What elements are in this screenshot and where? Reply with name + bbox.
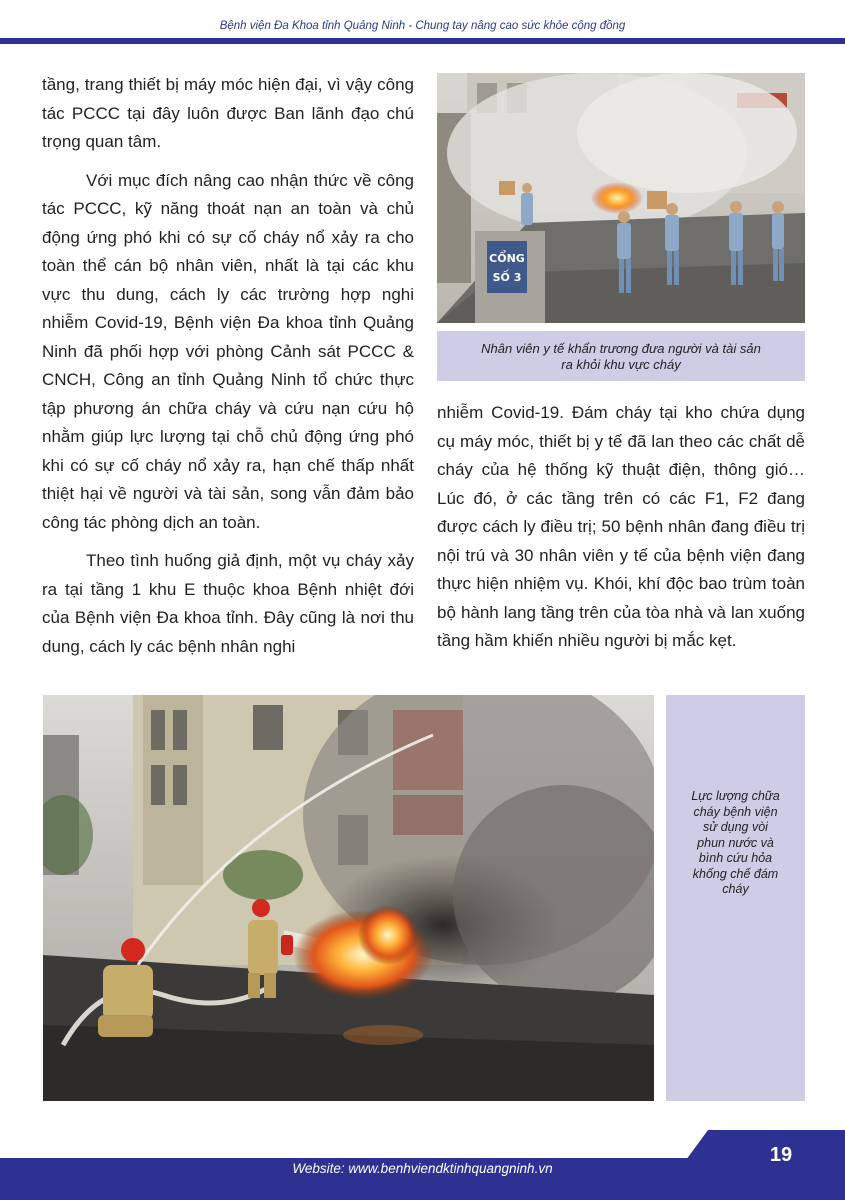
- paragraph-3: Theo tình huống giả định, một vụ cháy xảy ra tại tầng 1 khu E thuộc khoa Bệnh nhiệt đới của Bệnh viện Đa khoa tỉnh. Đây cũng là nơi thu dung, cách ly các bệnh nhân nghi: [42, 551, 414, 656]
- photo-firefighting-caption: [666, 695, 805, 1101]
- article-left-column: [42, 71, 414, 661]
- article-right-column: [437, 399, 805, 656]
- paragraph-2: Với mục đích nâng cao nhận thức về công tác PCCC, kỹ năng thoát nạn an toàn và chủ động ứng phó khi có sự cố cháy nổ xảy ra cho toàn thể cán bộ nhân viên, nhất là tại các khu vực thu dung, cách ly các trường hợp nghi nhiễm Covid-19, Bệnh viện Đa khoa tỉnh Quảng Ninh đã phối hợp với phòng Cảnh sát PCCC & CNCH, Công an tỉnh Quảng Ninh tổ chức thực tập phương án chữa cháy và cứu nạn cứu hộ nhằm giúp lực lượng tại chỗ chủ động ứng phó khi có sự cố cháy nổ xảy ra, hạn chế thấp nhất thiệt hại về người và tài sản, song vẫn đảm bảo công tác phòng dịch an toàn.: [42, 170, 414, 532]
- header-rule: [0, 38, 845, 44]
- page-number: 19: [769, 1144, 793, 1166]
- photo-evacuation: [437, 73, 805, 323]
- paragraph-1: tầng, trang thiết bị máy móc hiện đại, vì vậy công tác PCCC tại đây luôn được Ban lãnh đạo chú trọng quan tâm.: [42, 75, 414, 151]
- gate-sign-line1: CỔNG: [489, 252, 525, 265]
- caption-line-2: ra khỏi khu vực cháy: [561, 357, 681, 372]
- caption-line-1: Nhân viên y tế khẩn trương đưa người và tài sản: [481, 341, 761, 356]
- photo-evacuation-caption: [437, 331, 805, 381]
- paragraph-4: nhiễm Covid-19. Đám cháy tại kho chứa dụng cụ máy móc, thiết bị y tế đã lan theo các chất dễ cháy của hệ thống kỹ thuật điện, thông gió… Lúc đó, ở các tầng trên có các F1, F2 đang được cách ly điều trị; 50 bệnh nhân đang điều trị nội trú và 30 nhân viên y tế của bệnh viện đang thực hiện nhiệm vụ. Khói, khí độc bao trùm toàn bộ hành lang tầng trên của tòa nhà và lan xuống tầng hầm khiến nhiều người bị mắc kẹt.: [437, 403, 805, 650]
- gate-sign-line2: SỐ 3: [492, 271, 522, 284]
- page-header: [0, 0, 845, 40]
- footer-website: Website: www.benhviendktinhquangninh.vn: [292, 1161, 553, 1176]
- photo-firefighting: [43, 695, 654, 1101]
- header-title: Bệnh viện Đa Khoa tỉnh Quảng Ninh - Chung tay nâng cao sức khỏe cộng đồng: [219, 20, 626, 32]
- side-caption-text: Lực lượng chữa cháy bệnh viện sử dụng vòi phun nước và bình cứu hỏa khống chế đám cháy: [691, 789, 780, 896]
